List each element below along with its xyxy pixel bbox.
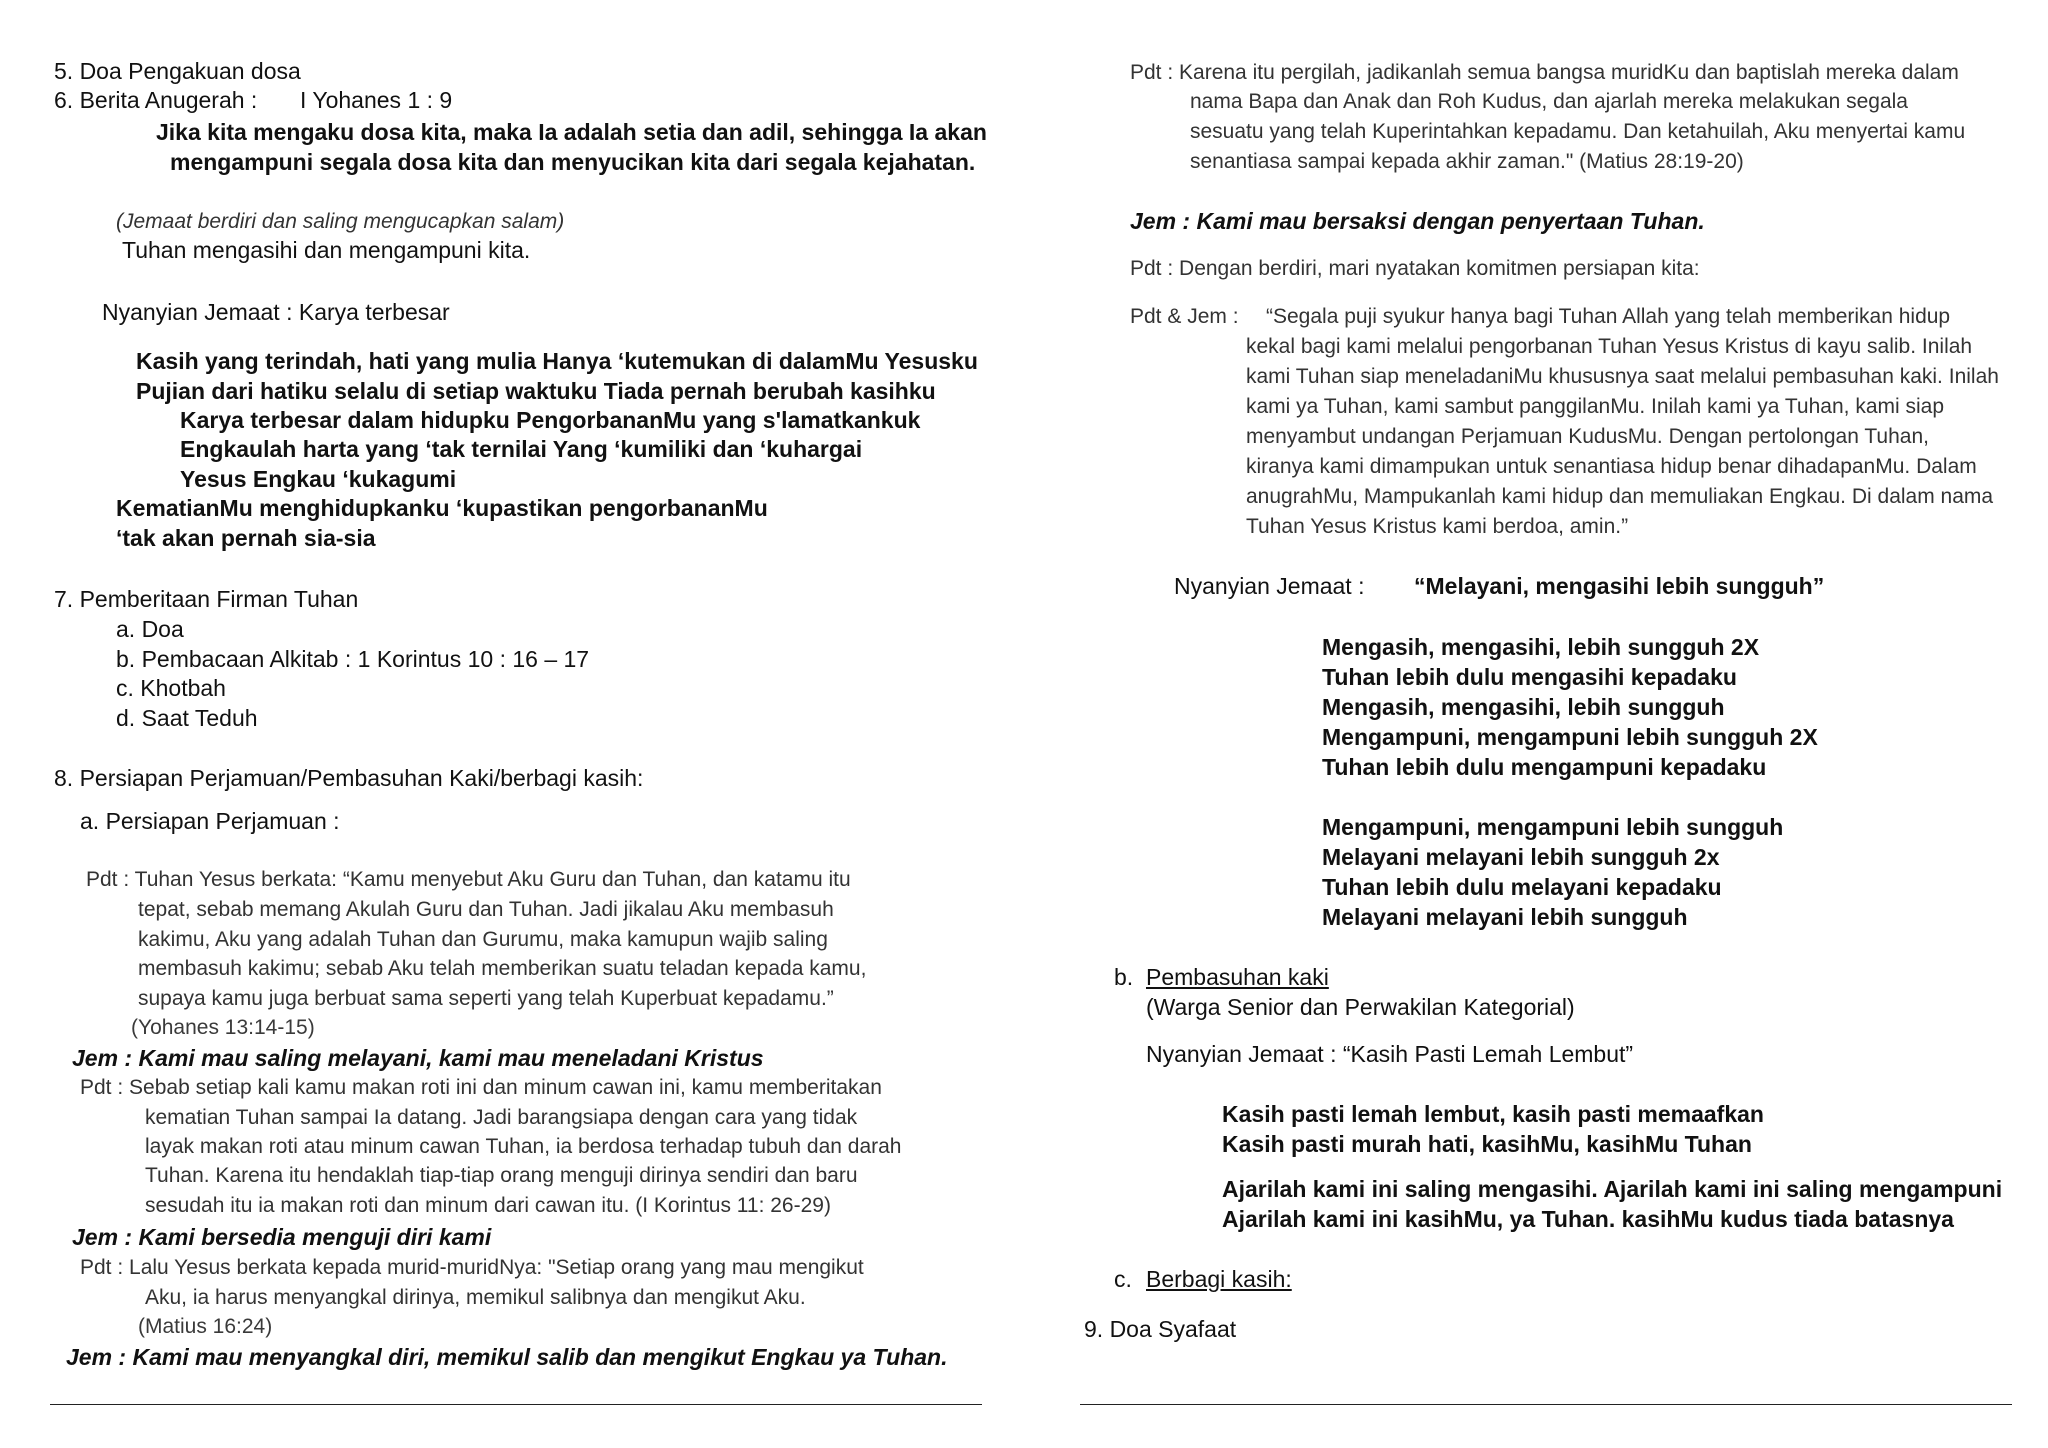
hymn-title: Nyanyian Jemaat : Karya terbesar — [102, 299, 450, 325]
hymn-line: Kasih pasti murah hati, kasihMu, kasihMu Tuhan — [1222, 1131, 1752, 1157]
section-6-reference: I Yohanes 1 : 9 — [300, 87, 453, 113]
liturgy-line: kematian Tuhan sampai Ia datang. Jadi barangsiapa dengan cara yang tidak — [145, 1106, 858, 1129]
verse-line: mengampuni segala dosa kita dan menyucikan kita dari segala kejahatan. — [170, 149, 976, 175]
hymn-line: Ajarilah kami ini kasihMu, ya Tuhan. kasihMu kudus tiada batasnya — [1222, 1206, 1954, 1232]
liturgy-line: layak makan roti atau minum cawan Tuhan, ia berdosa terhadap tubuh dan darah — [145, 1135, 902, 1158]
liturgy-line: kami ya Tuhan, kami sambut panggilanMu. Inilah kami ya Tuhan, kami siap — [1246, 395, 1945, 418]
liturgy-line: Pdt : Dengan berdiri, mari nyatakan komitmen persiapan kita: — [1130, 257, 1700, 280]
hymn-line: Tuhan lebih dulu melayani kepadaku — [1322, 874, 1722, 900]
stage-instruction: (Jemaat berdiri dan saling mengucapkan salam) — [116, 210, 565, 233]
list-item: a. Doa — [116, 616, 184, 642]
section-8b-title: Pembasuhan kaki — [1146, 964, 1329, 990]
hymn-line: Ajarilah kami ini saling mengasihi. Ajarilah kami ini saling mengampuni — [1222, 1176, 2003, 1202]
liturgy-line: sesudah itu ia makan roti dan minum dari cawan itu. (I Korintus 11: 26-29) — [145, 1194, 831, 1217]
liturgy-line: Pdt : Sebab setiap kali kamu makan roti ini dan minum cawan ini, kamu memberitakan — [80, 1076, 882, 1099]
congregation-response: Jem : Kami mau menyangkal diri, memikul salib dan mengikut Engkau ya Tuhan. — [66, 1344, 948, 1370]
hymn-line: Mengasih, mengasihi, lebih sungguh 2X — [1322, 634, 1760, 660]
congregation-response: Jem : Kami mau saling melayani, kami mau meneladani Kristus — [72, 1045, 764, 1071]
hymn-line: Kasih pasti lemah lembut, kasih pasti memaafkan — [1222, 1101, 1764, 1127]
section-8c-letter: c. — [1114, 1266, 1132, 1292]
hymn-title: Nyanyian Jemaat : “Kasih Pasti Lemah Lembut” — [1146, 1041, 1634, 1067]
liturgy-line: kami Tuhan siap meneladaniMu khususnya saat melalui pembasuhan kaki. Inilah — [1246, 365, 1999, 388]
verse-line: Jika kita mengaku dosa kita, maka Ia adalah setia dan adil, sehingga Ia akan — [156, 119, 987, 145]
liturgy-line: kakimu, Aku yang adalah Tuhan dan Gurumu, maka kamupun wajib saling — [138, 928, 828, 951]
liturgy-line: Pdt : Karena itu pergilah, jadikanlah semua bangsa muridKu dan baptislah mereka dalam — [1130, 61, 1959, 84]
hymn-line: KematianMu menghidupkanku ‘kupastikan pengorbananMu — [116, 495, 768, 521]
hymn-line: Tuhan lebih dulu mengasihi kepadaku — [1322, 664, 1737, 690]
hymn-line: Melayani melayani lebih sungguh — [1322, 904, 1688, 930]
liturgy-line: sesuatu yang telah Kuperintahkan kepadamu. Dan ketahuilah, Aku menyertai kamu — [1190, 120, 1966, 143]
section-8a-title: a. Persiapan Perjamuan : — [80, 808, 340, 834]
section-5-title: 5. Doa Pengakuan dosa — [54, 58, 301, 84]
page-divider-line — [50, 1404, 982, 1405]
liturgy-line: Tuhan. Karena itu hendaklah tiap-tiap orang menguji dirinya sendiri dan baru — [145, 1164, 858, 1187]
hymn-line: Karya terbesar dalam hidupku PengorbananMu yang s'lamatkankuk — [180, 407, 921, 433]
page-divider-line — [1080, 1404, 2012, 1405]
list-item: b. Pembacaan Alkitab : 1 Korintus 10 : 16 – 17 — [116, 646, 590, 672]
liturgy-line: Pdt : Lalu Yesus berkata kepada murid-muridNya: "Setiap orang yang mau mengikut — [80, 1256, 864, 1279]
liturgy-line: anugrahMu, Mampukanlah kami hidup dan memuliakan Engkau. Di dalam nama — [1246, 485, 1994, 508]
hymn-line: Pujian dari hatiku selalu di setiap waktuku Tiada pernah berubah kasihku — [136, 378, 936, 404]
liturgy-speaker-label: Pdt & Jem : — [1130, 305, 1239, 328]
congregation-response: Jem : Kami bersedia menguji diri kami — [72, 1224, 492, 1250]
scripture-reference: (Yohanes 13:14-15) — [131, 1016, 315, 1039]
scripture-reference: (Matius 16:24) — [138, 1315, 273, 1338]
hymn-title: “Melayani, mengasihi lebih sungguh” — [1414, 573, 1825, 599]
section-8b-letter: b. — [1114, 964, 1134, 990]
liturgy-line: menyambut undangan Perjamuan KudusMu. Dengan pertolongan Tuhan, — [1246, 425, 1929, 448]
section-8-title: 8. Persiapan Perjamuan/Pembasuhan Kaki/berbagi kasih: — [54, 765, 644, 791]
list-item: c. Khotbah — [116, 675, 226, 701]
liturgy-line: Aku, ia harus menyangkal dirinya, memikul salibnya dan mengikut Aku. — [145, 1286, 806, 1309]
hymn-line: Tuhan lebih dulu mengampuni kepadaku — [1322, 754, 1767, 780]
liturgy-line: kekal bagi kami melalui pengorbanan Tuhan Yesus Kristus di kayu salib. Inilah — [1246, 335, 1973, 358]
liturgy-line: kiranya kami dimampukan untuk senantiasa hidup benar dihadapanMu. Dalam — [1246, 455, 1977, 478]
liturgy-line: membasuh kakimu; sebab Aku telah memberikan suatu teladan kepada kamu, — [138, 957, 867, 980]
hymn-line: Mengampuni, mengampuni lebih sungguh 2X — [1322, 724, 1818, 750]
liturgy-line: Pdt : Tuhan Yesus berkata: “Kamu menyebut Aku Guru dan Tuhan, dan katamu itu — [86, 868, 851, 891]
section-8c-title: Berbagi kasih: — [1146, 1266, 1292, 1292]
hymn-line: Engkaulah harta yang ‘tak ternilai Yang ‘kumiliki dan ‘kuhargai — [180, 436, 863, 462]
section-9-title: 9. Doa Syafaat — [1084, 1316, 1237, 1342]
liturgy-line: Tuhan Yesus Kristus kami berdoa, amin.” — [1246, 515, 1629, 538]
hymn-line: ‘tak akan pernah sia-sia — [116, 525, 376, 551]
section-6-title: 6. Berita Anugerah : — [54, 87, 258, 113]
liturgy-line: supaya kamu juga berbuat sama seperti yang telah Kuperbuat kepadamu.” — [138, 987, 834, 1010]
hymn-line: Mengasih, mengasihi, lebih sungguh — [1322, 694, 1725, 720]
congregation-response: Jem : Kami mau bersaksi dengan penyertaan Tuhan. — [1130, 208, 1705, 234]
section-8b-note: (Warga Senior dan Perwakilan Kategorial) — [1146, 994, 1575, 1020]
hymn-line: Yesus Engkau ‘kukagumi — [180, 466, 457, 492]
hymn-label: Nyanyian Jemaat : — [1174, 573, 1365, 599]
hymn-line: Kasih yang terindah, hati yang mulia Hanya ‘kutemukan di dalamMu Yesusku — [136, 348, 978, 374]
hymn-line: Mengampuni, mengampuni lebih sungguh — [1322, 814, 1784, 840]
hymn-line: Melayani melayani lebih sungguh 2x — [1322, 844, 1720, 870]
list-item: d. Saat Teduh — [116, 705, 258, 731]
liturgy-line: tepat, sebab memang Akulah Guru dan Tuhan. Jadi jikalau Aku membasuh — [138, 898, 834, 921]
liturgy-line: nama Bapa dan Anak dan Roh Kudus, dan ajarlah mereka melakukan segala — [1190, 90, 1908, 113]
liturgy-line: “Segala puji syukur hanya bagi Tuhan Allah yang telah memberikan hidup — [1266, 305, 1951, 328]
liturgy-line: senantiasa sampai kepada akhir zaman." (Matius 28:19-20) — [1190, 150, 1744, 173]
section-7-title: 7. Pemberitaan Firman Tuhan — [54, 586, 359, 612]
greeting-line: Tuhan mengasihi dan mengampuni kita. — [122, 237, 531, 263]
